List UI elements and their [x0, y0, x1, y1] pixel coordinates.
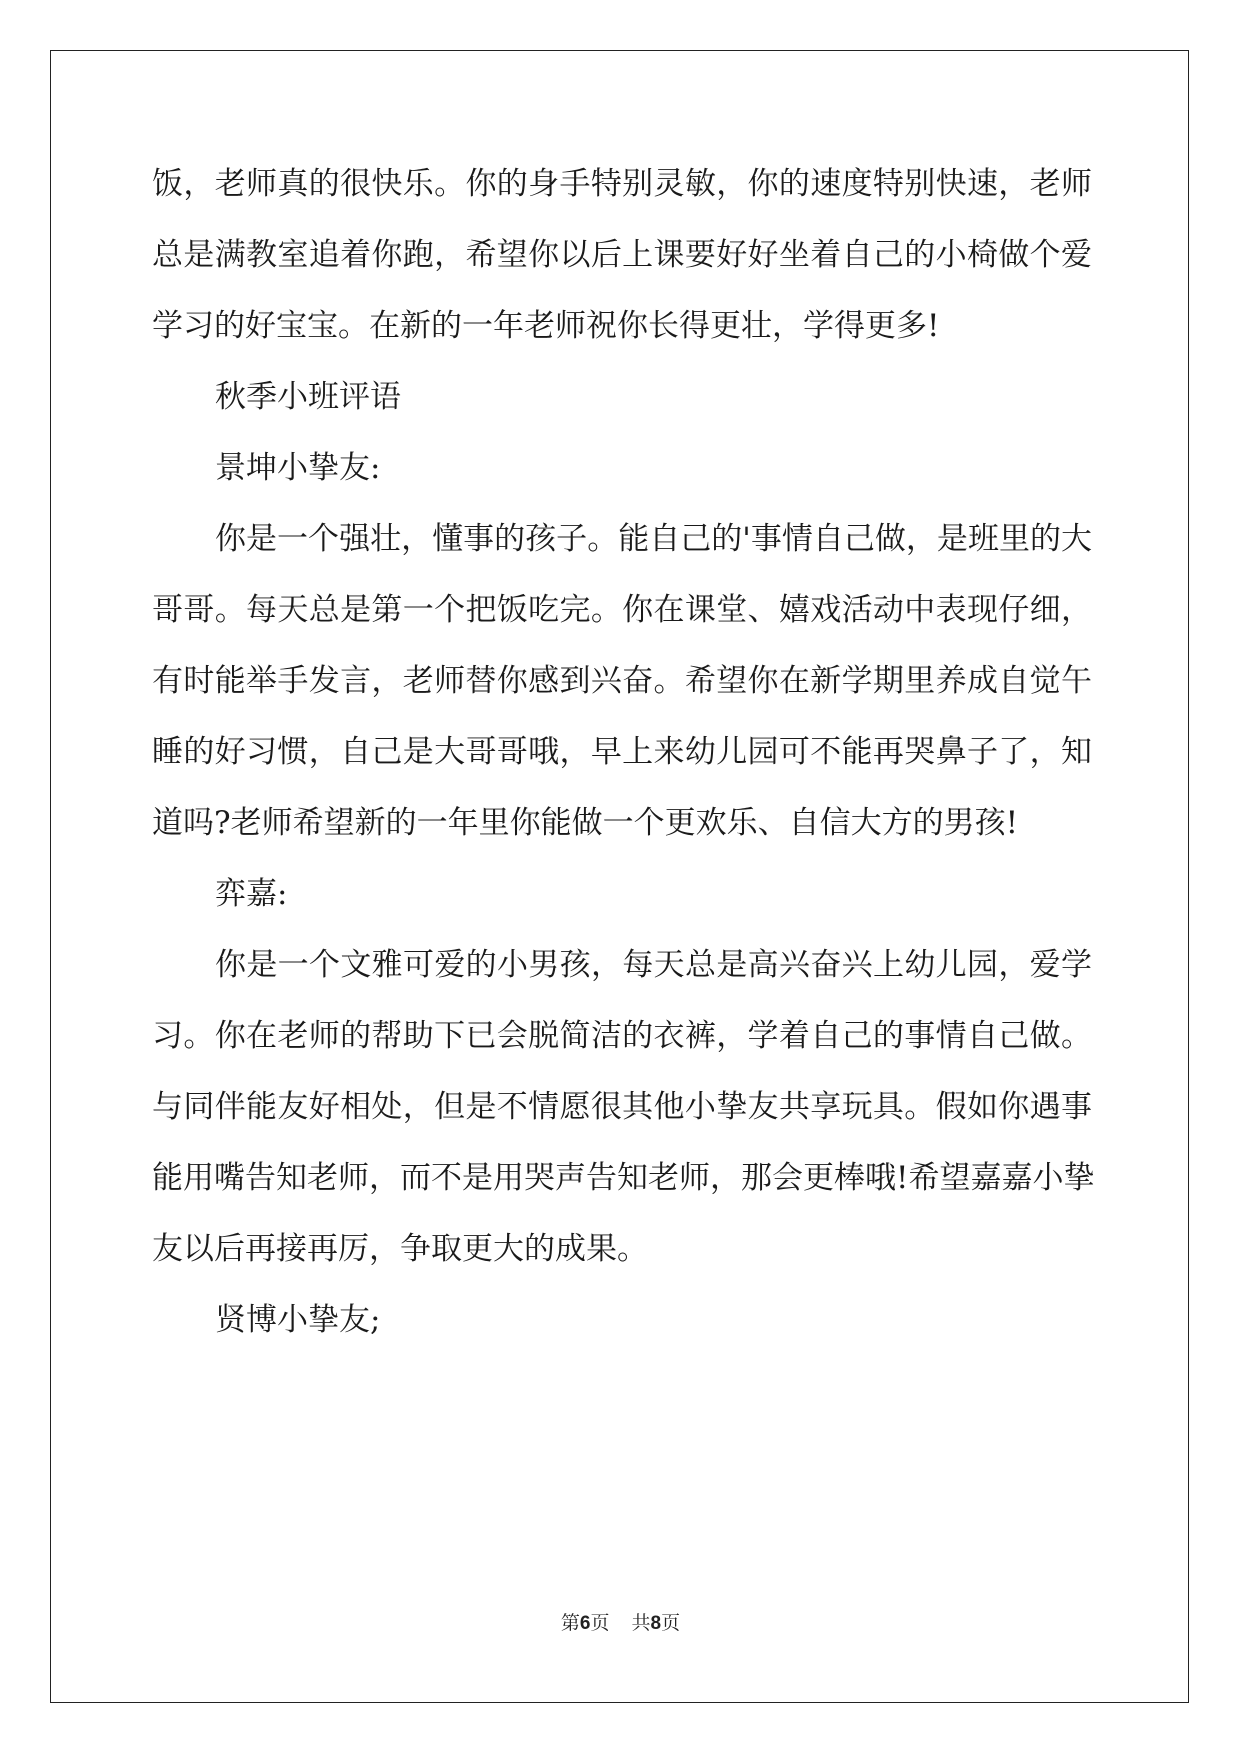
text-line: 道吗?老师希望新的一年里你能做一个更欢乐、自信大方的男孩!: [152, 805, 1019, 841]
text-line: 你是一个强壮，懂事的孩子。能自己的'事情自己做，是班里的大: [215, 521, 1092, 557]
total-suffix: 页: [661, 1612, 681, 1634]
salutation: 贤博小挚友;: [215, 1302, 381, 1338]
text-line: 学习的好宝宝。在新的一年老师祝你长得更壮，学得更多!: [152, 308, 940, 344]
page-suffix: 页: [590, 1612, 610, 1634]
text-line: 友以后再接再厉，争取更大的成果。: [152, 1231, 648, 1267]
text-line: 有时能举手发言，老师替你感到兴奋。希望你在新学期里养成自觉午: [152, 663, 1092, 699]
text-line: 你是一个文雅可爱的小男孩，每天总是高兴奋兴上幼儿园，爱学: [215, 947, 1092, 983]
text-line: 哥哥。每天总是第一个把饭吃完。你在课堂、嬉戏活动中表现仔细，: [152, 592, 1092, 628]
total-pages-number: 8: [650, 1613, 662, 1634]
text-line: 总是满教室追着你跑，希望你以后上课要好好坐着自己的小椅做个爱: [152, 237, 1092, 273]
text-line: 饭，老师真的很快乐。你的身手特别灵敏，你的速度特别快速，老师: [152, 166, 1092, 202]
page-prefix: 第: [560, 1612, 580, 1634]
text-line: 睡的好习惯，自己是大哥哥哦，早上来幼儿园可不能再哭鼻子了，知: [152, 734, 1092, 770]
salutation: 弈嘉:: [215, 876, 288, 912]
page-footer: [0, 1611, 1241, 1636]
total-prefix: 共: [631, 1612, 651, 1634]
salutation: 景坤小挚友:: [215, 450, 381, 486]
text-line: 能用嘴告知老师，而不是用哭声告知老师，那会更棒哦!希望嘉嘉小挚: [152, 1160, 1095, 1196]
current-page-number: 6: [579, 1613, 591, 1634]
text-line: 与同伴能友好相处，但是不情愿很其他小挚友共享玩具。假如你遇事: [152, 1089, 1092, 1125]
section-heading: 秋季小班评语: [215, 379, 401, 415]
text-line: 习。你在老师的帮助下已会脱简洁的衣裤，学着自己的事情自己做。: [152, 1018, 1092, 1054]
